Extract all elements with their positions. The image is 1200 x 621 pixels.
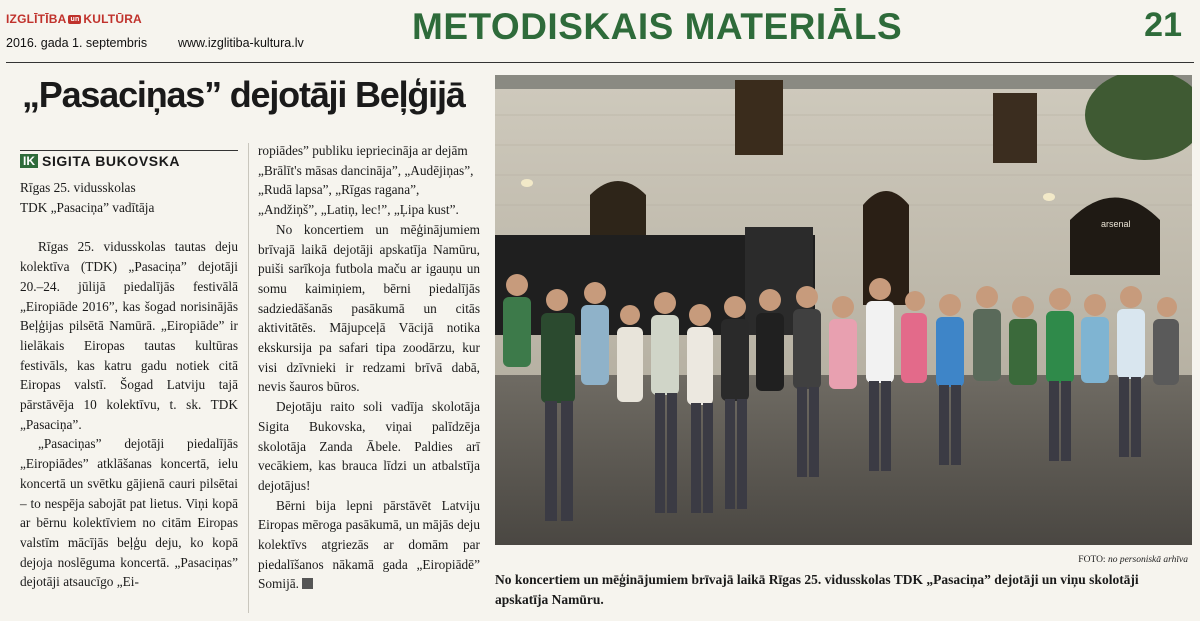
author-role bbox=[20, 178, 238, 217]
wall-lamp bbox=[521, 179, 533, 187]
arsenal-sign: arsenal bbox=[1101, 219, 1131, 229]
byline bbox=[20, 150, 238, 169]
article-column-2 bbox=[258, 141, 480, 594]
article-headline: „Pasaciņas” dejotāji Beļģijā bbox=[22, 74, 465, 115]
article-column-1 bbox=[20, 178, 238, 592]
end-of-article-mark bbox=[302, 578, 313, 589]
paragraph: Rīgas 25. vidusskolas tautas deju kolektīva (TDK) „Pasaciņa” dejotāji 20.–24. jūlijā piedalījās festivālā „Eiropiāde 2016”, kas šogad norisinājās Beļģijas pilsētā Namūrā. „Eiropiāde” ir lielākais Eiropas tautas kultūras festivāls, kas katru gadu notiek citā Eiropas valstī. Šogad Latviju tajā pārstāvēja 10 kolektīvu, t. sk. TDK „Pasaciņa”. bbox=[20, 239, 238, 432]
page-number: 21 bbox=[1144, 6, 1182, 44]
publication-logo bbox=[6, 12, 142, 26]
photo-credit-label: FOTO: bbox=[1078, 555, 1106, 565]
logo-word-1: IZGLĪTĪBA bbox=[6, 12, 67, 26]
photo-credit bbox=[1078, 555, 1188, 565]
paragraph: No koncertiem un mēģinājumiem brīvajā laikā dejotāji apskatīja Namūru, puiši sarīkoja futbola maču ar igauņu un somu kaimiņiem, bērni piedalījās sadziedāšanās pasākumā un citās aktivitātēs. Mājupceļā Vācijā notika ekskursija pa safari tipa zoodārzu, kur visi dzīvnieki ir redzami brīvā dabā, nevis šauros būros. bbox=[258, 221, 480, 395]
header-divider bbox=[6, 62, 1194, 63]
paragraph: Dejotāju raito soli vadīja skolotāja Sigita Bukovska, viņai palīdzēja skolotāja Zanda Ābele. Paldies arī vecākiem, kas brauca līdzi un atbalstīja dejotājus! bbox=[258, 399, 480, 493]
author-role-line-1: Rīgas 25. vidusskolas bbox=[20, 180, 136, 195]
closing-paragraph-text: Bērni bija lepni pārstāvēt Latviju Eiropas mēroga pasākumā, un mājās deju kolektīvs atgriezās ar domām par piedalīšanos nākamā gada „Eiropiādē” Somijā. bbox=[258, 497, 480, 592]
photo-caption: No koncertiem un mēģinājumiem brīvajā laikā Rīgas 25. vidusskolas TDK „Pasaciņa” dejotāji un viņu skolotāji apskatīja Namūru. bbox=[495, 572, 1139, 607]
sky-strip bbox=[495, 75, 1192, 89]
paragraph: „Pasaciņas” dejotāji piedalījās „Eiropiādes” atklāšanas koncertā, ielu koncertā un svētku gājienā cauri pilsētai – to nespēja sabojāt pat lietus. Viņi kopā ar bērnu kolektīviem no citām Eiropas valstīm mācījās beļģu deju, ko kopā dejoja noslēguma koncertā. „Pasaciņas” dejotāji atsaucīgo „Ei- bbox=[20, 436, 238, 590]
paragraph bbox=[258, 496, 480, 595]
upper-window bbox=[993, 93, 1037, 163]
wall-lamp bbox=[1043, 193, 1055, 201]
website-link[interactable]: www.izglitiba-kultura.lv bbox=[178, 36, 304, 50]
upper-window bbox=[735, 80, 783, 155]
photo-credit-source: no personiskā arhīva bbox=[1107, 555, 1188, 565]
paragraph: ropiādes” publiku iepriecināja ar dejām „Brālīt's māsas dancināja”, „Audējiņas”, „Rudā lapsa”, „Rīgas ragana”, „Andžiņš”, „Latiņ, lec!”, „Ļipa kust”. bbox=[258, 143, 474, 218]
cobblestone-ground bbox=[495, 375, 1192, 545]
group-photo bbox=[495, 75, 1192, 545]
issue-date: 2016. gada 1. septembris bbox=[6, 36, 148, 50]
author-name: SIGITA BUKOVSKA bbox=[42, 153, 181, 169]
section-title: METODISKAIS MATERIĀLS bbox=[412, 6, 903, 47]
author-role-line-2: TDK „Pasaciņa” vadītāja bbox=[20, 199, 155, 215]
logo-connector: un bbox=[70, 16, 80, 24]
arched-gate bbox=[1070, 198, 1160, 276]
column-divider bbox=[248, 143, 249, 613]
publication-badge: IK bbox=[20, 154, 38, 168]
logo-word-2: KULTŪRA bbox=[83, 12, 142, 26]
